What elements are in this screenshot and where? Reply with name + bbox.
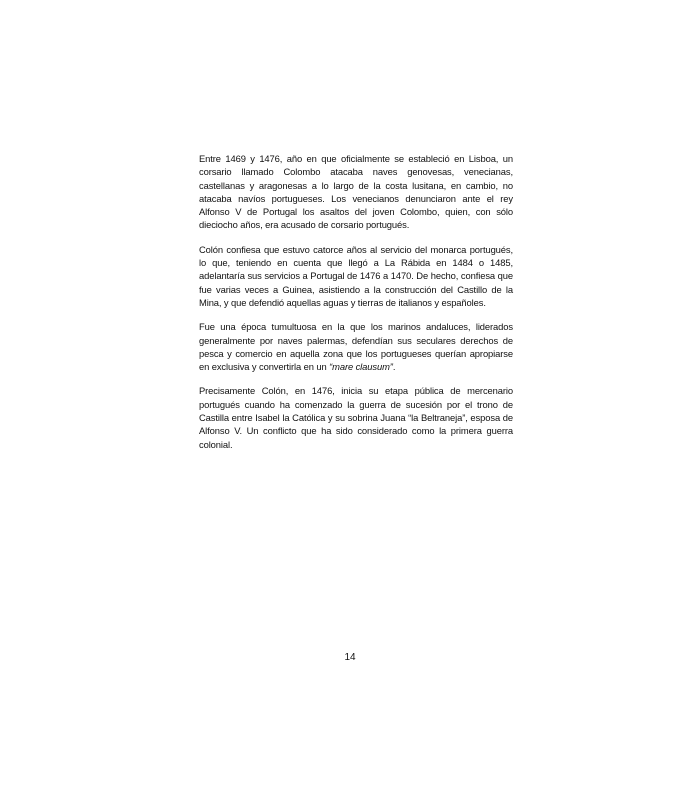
paragraph-1: Entre 1469 y 1476, año en que oficialmente se estableció en Lisboa, un corsario llamado Colombo atacaba naves genovesas, venecianas, castellanas y aragonesas a lo largo de la costa lusitana, en cambio, no atacaba navíos portugueses. Los venecianos denunciaron ante el rey Alfonso V de Portugal los asaltos del joven Colombo, quien, con sólo dieciocho años, era acusado de corsario portugués. bbox=[199, 153, 513, 231]
paragraph-3-end: . bbox=[392, 361, 396, 373]
paragraph-4: Precisamente Colón, en 1476, inicia su etapa pública de mercenario portugués cuando ha comenzado la guerra de sucesión por el trono de Castilla entre Isabel la Católica y su sobrina Juana “la Beltraneja”, esposa de Alfonso V. Un conflicto que ha sido considerado como la primera guerra colonial. bbox=[199, 385, 513, 450]
paragraph-2: Colón confiesa que estuvo catorce años al servicio del monarca portugués, lo que, teniendo en cuenta que llegó a La Rábida en 1484 o 1485, adelantaría sus servicios a Portugal de 1476 a 1470. De hecho, confiesa que fue varias veces a Guinea, asistiendo a la construcción del Castillo de la Mina, y que defendió aquellas aguas y tierras de italianos y españoles. bbox=[199, 243, 513, 308]
paragraph-3 bbox=[199, 320, 513, 373]
latin-term: “mare clausum” bbox=[329, 361, 393, 373]
paragraph-3-text: Fue una época tumultuosa en la que los marinos andaluces, liderados generalmente por naves palermas, defendían sus seculares derechos de pesca y comercio en aquella zona que los portugueses querían apropiarse en exclusiva y convertirla en un bbox=[199, 321, 513, 373]
body-text bbox=[199, 152, 513, 462]
page-number: 14 bbox=[344, 652, 356, 663]
